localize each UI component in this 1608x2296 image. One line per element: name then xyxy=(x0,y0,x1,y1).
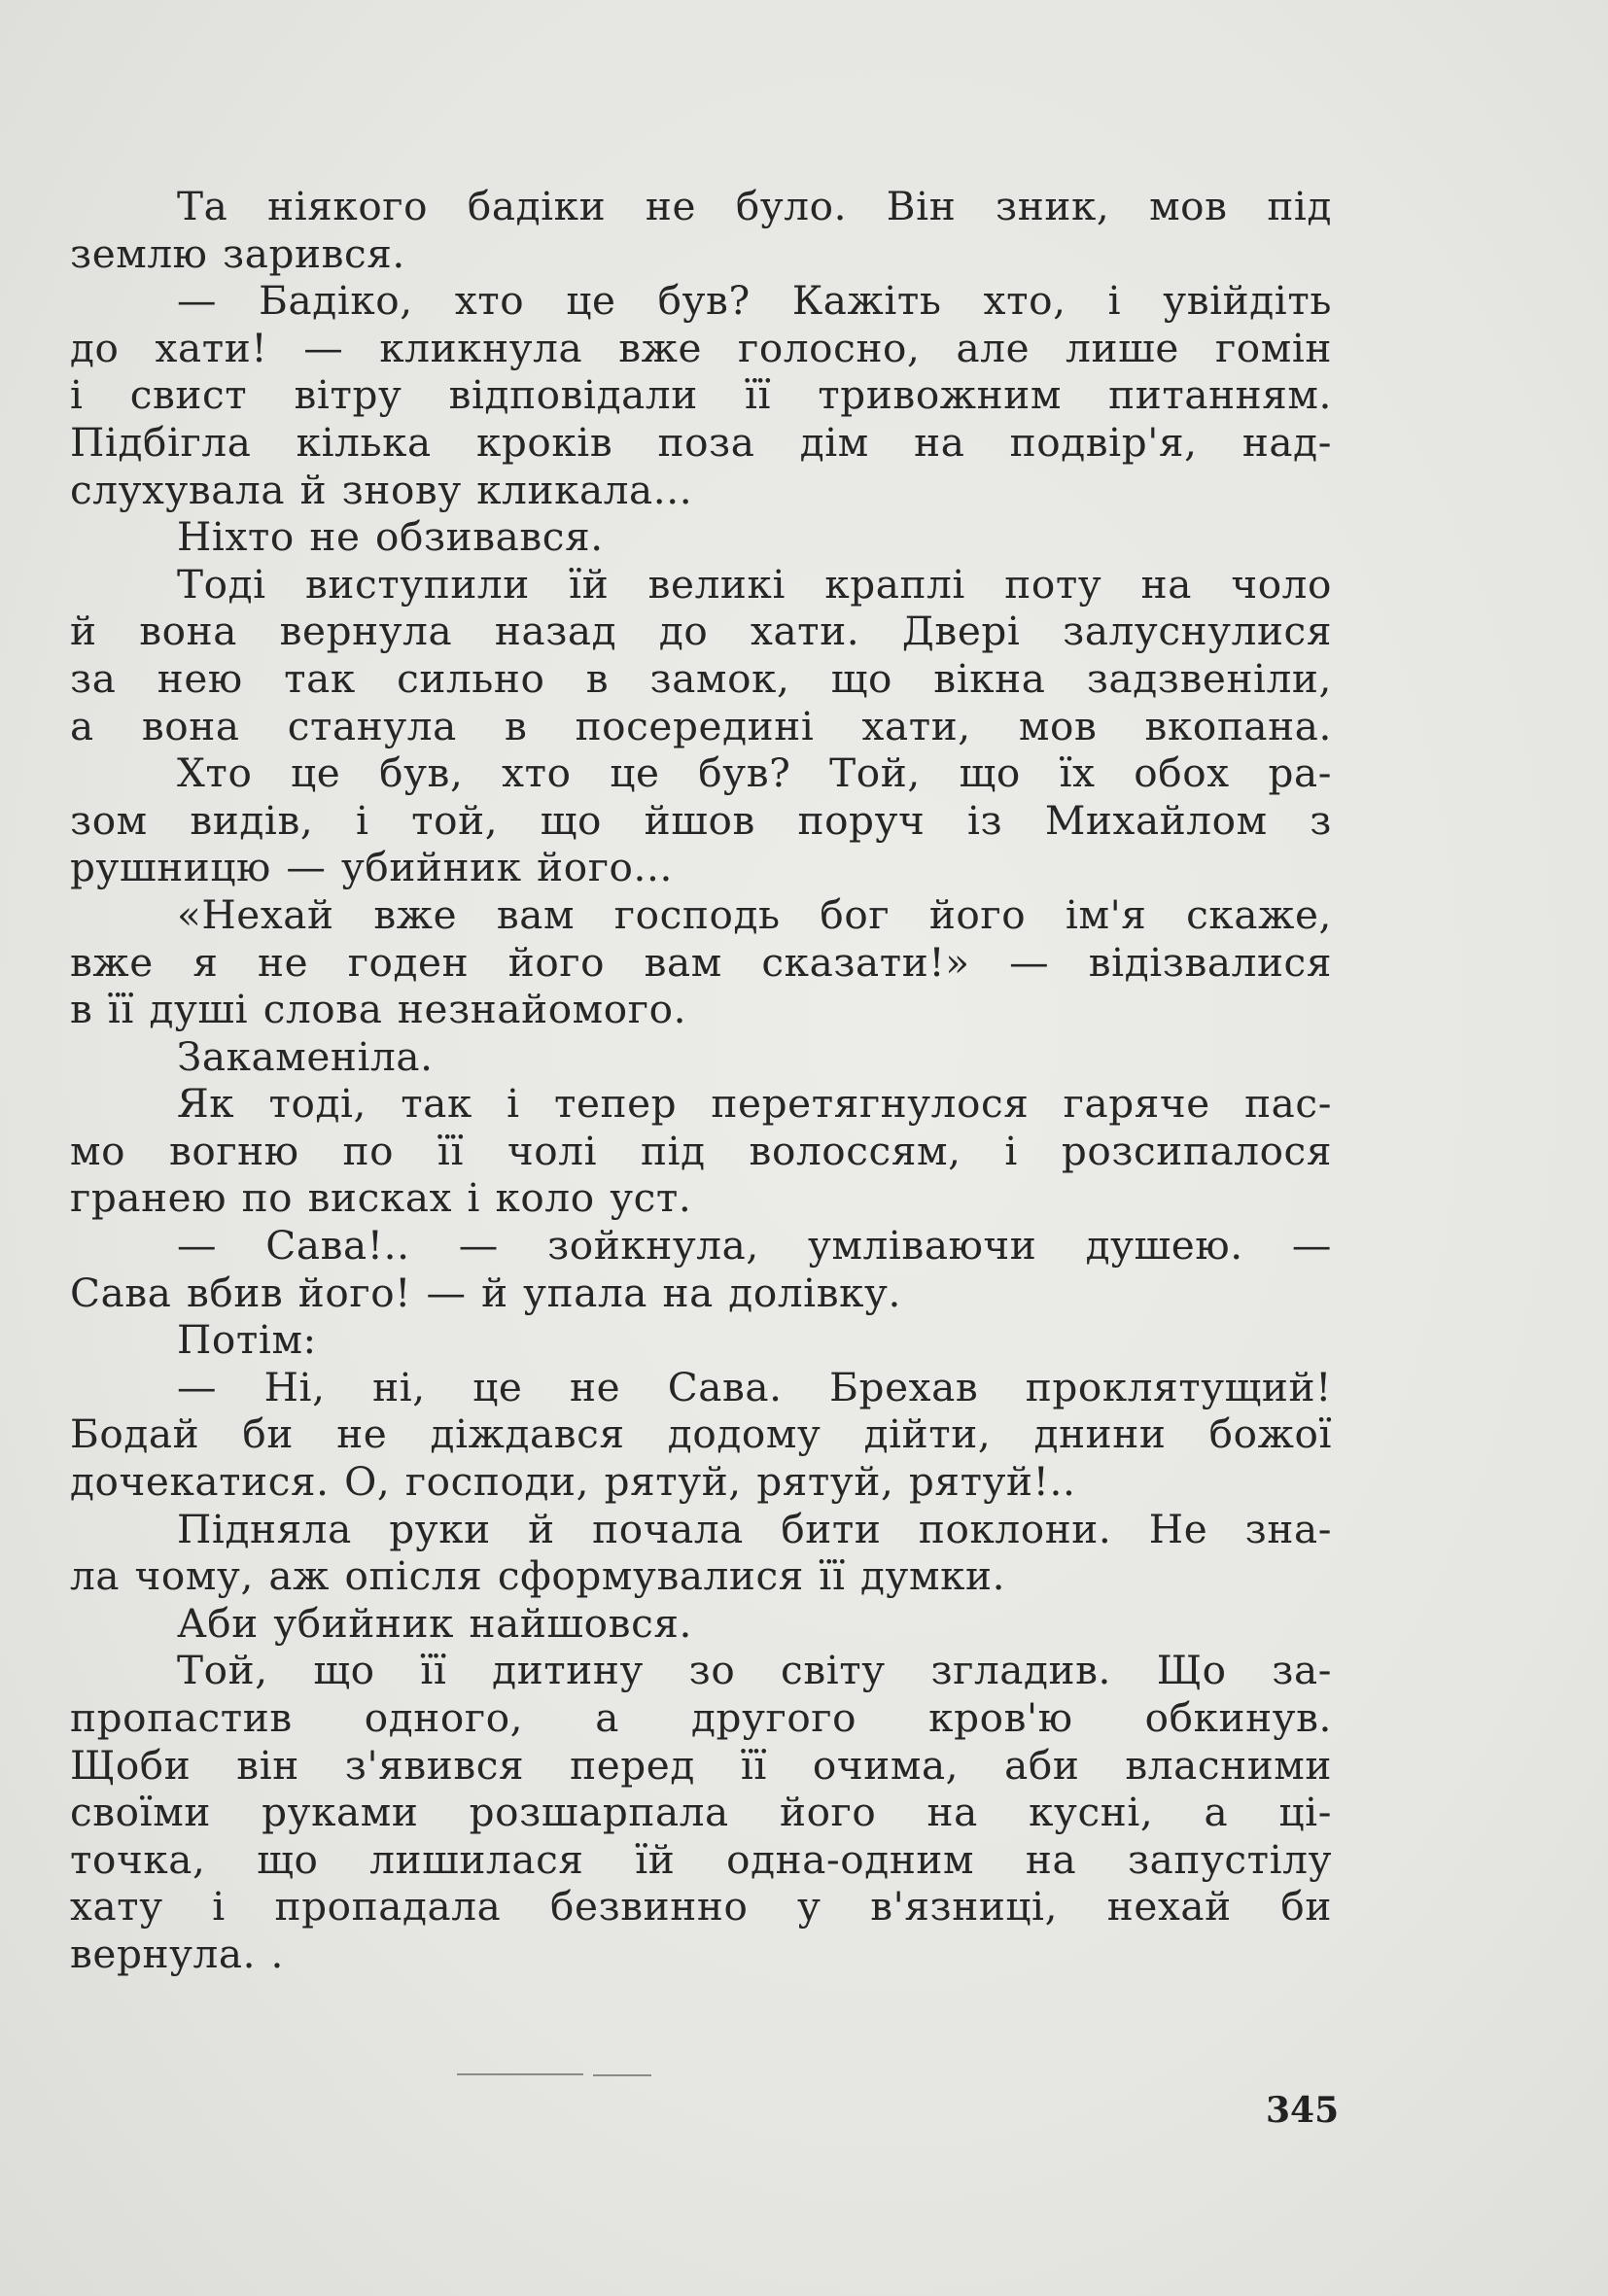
text-line: мо вогню по її чолі під волоссям, і розсипалося xyxy=(70,1127,1332,1174)
text-line: хату і пропадала безвинно у в'язниці, нехай би xyxy=(70,1883,1332,1931)
text-line: і свист вітру відповідали її тривожним питанням. xyxy=(70,371,1332,419)
text-line: в її душі слова незнайомого. xyxy=(70,986,687,1033)
text-line: пропастив одного, а другого кров'ю обкинув. xyxy=(70,1694,1332,1741)
text-line: Закаменіла. xyxy=(177,1032,434,1080)
text-line: до хати! — кликнула вже голосно, але лише гомін xyxy=(70,324,1332,371)
text-line: Аби убийник найшовся. xyxy=(177,1599,692,1647)
text-line: — Бадіко, хто це був? Кажіть хто, і увійдіть xyxy=(177,277,1332,325)
text-line: за нею так сильно в замок, що вікна задзвеніли, xyxy=(70,654,1332,702)
text-line: Підняла руки й почала бити поклони. Не зна- xyxy=(177,1505,1332,1552)
text-line: рушницю — убийник його... xyxy=(70,844,673,891)
text-line: Та ніякого бадіки не було. Він зник, мов під xyxy=(177,183,1332,229)
text-line: Бодай би не діждався додому дійти, днини божої xyxy=(70,1410,1332,1458)
text-line: точка, що лишилася їй одна-одним на запустілу xyxy=(70,1835,1332,1883)
text-line: й вона вернула назад до хати. Двері залуснулися xyxy=(70,608,1332,655)
text-line: «Нехай вже вам господь бог його ім'я скаже, xyxy=(177,890,1332,938)
text-line: Як тоді, так і тепер перетягнулося гаряче пас- xyxy=(177,1080,1332,1128)
text-line: вернула. . xyxy=(70,1930,285,1977)
text-line: гранею по висках і коло уст. xyxy=(70,1174,692,1222)
text-line: — Ні, ні, це не Сава. Брехав проклятущий! xyxy=(177,1363,1332,1410)
text-line: ла чому, аж опісля сформувалися її думки. xyxy=(70,1552,1006,1600)
text-line: Той, що її дитину зо світу згладив. Що за- xyxy=(177,1647,1332,1694)
text-line: землю зарився. xyxy=(70,229,405,277)
body-text xyxy=(70,183,1332,1978)
text-line: Щоби він з'явився перед її очима, аби власними xyxy=(70,1741,1332,1789)
decorative-rule xyxy=(457,2073,583,2075)
text-line: вже я не годен його вам сказати!» — відізвалися xyxy=(70,938,1332,986)
text-line: своїми руками розшарпала його на кусні, а ці- xyxy=(70,1789,1332,1836)
text-line: зом видів, і той, що йшов поруч із Михайлом з xyxy=(70,796,1332,844)
text-line: Тоді виступили їй великі краплі поту на чоло xyxy=(177,560,1332,608)
text-line: — Сава!.. — зойкнула, умліваючи душею. — xyxy=(177,1222,1332,1270)
text-line: Ніхто не обзивався. xyxy=(177,513,604,561)
page-number: 345 xyxy=(1266,2090,1340,2131)
decorative-rule xyxy=(593,2074,651,2076)
text-line: дочекатися. О, господи, рятуй, рятуй, рятуй!.. xyxy=(70,1458,1076,1506)
text-line: Підбігла кілька кроків поза дім на подвір'я, над- xyxy=(70,418,1332,466)
text-line: Сава вбив його! — й упала на долівку. xyxy=(70,1269,901,1316)
text-line: а вона станула в посередині хати, мов вкопана. xyxy=(70,702,1332,749)
text-line: Хто це був, хто це був? Той, що їх обох ра- xyxy=(177,749,1332,797)
text-line: Потім: xyxy=(177,1316,317,1364)
text-line: слухувала й знову кликала... xyxy=(70,466,693,513)
